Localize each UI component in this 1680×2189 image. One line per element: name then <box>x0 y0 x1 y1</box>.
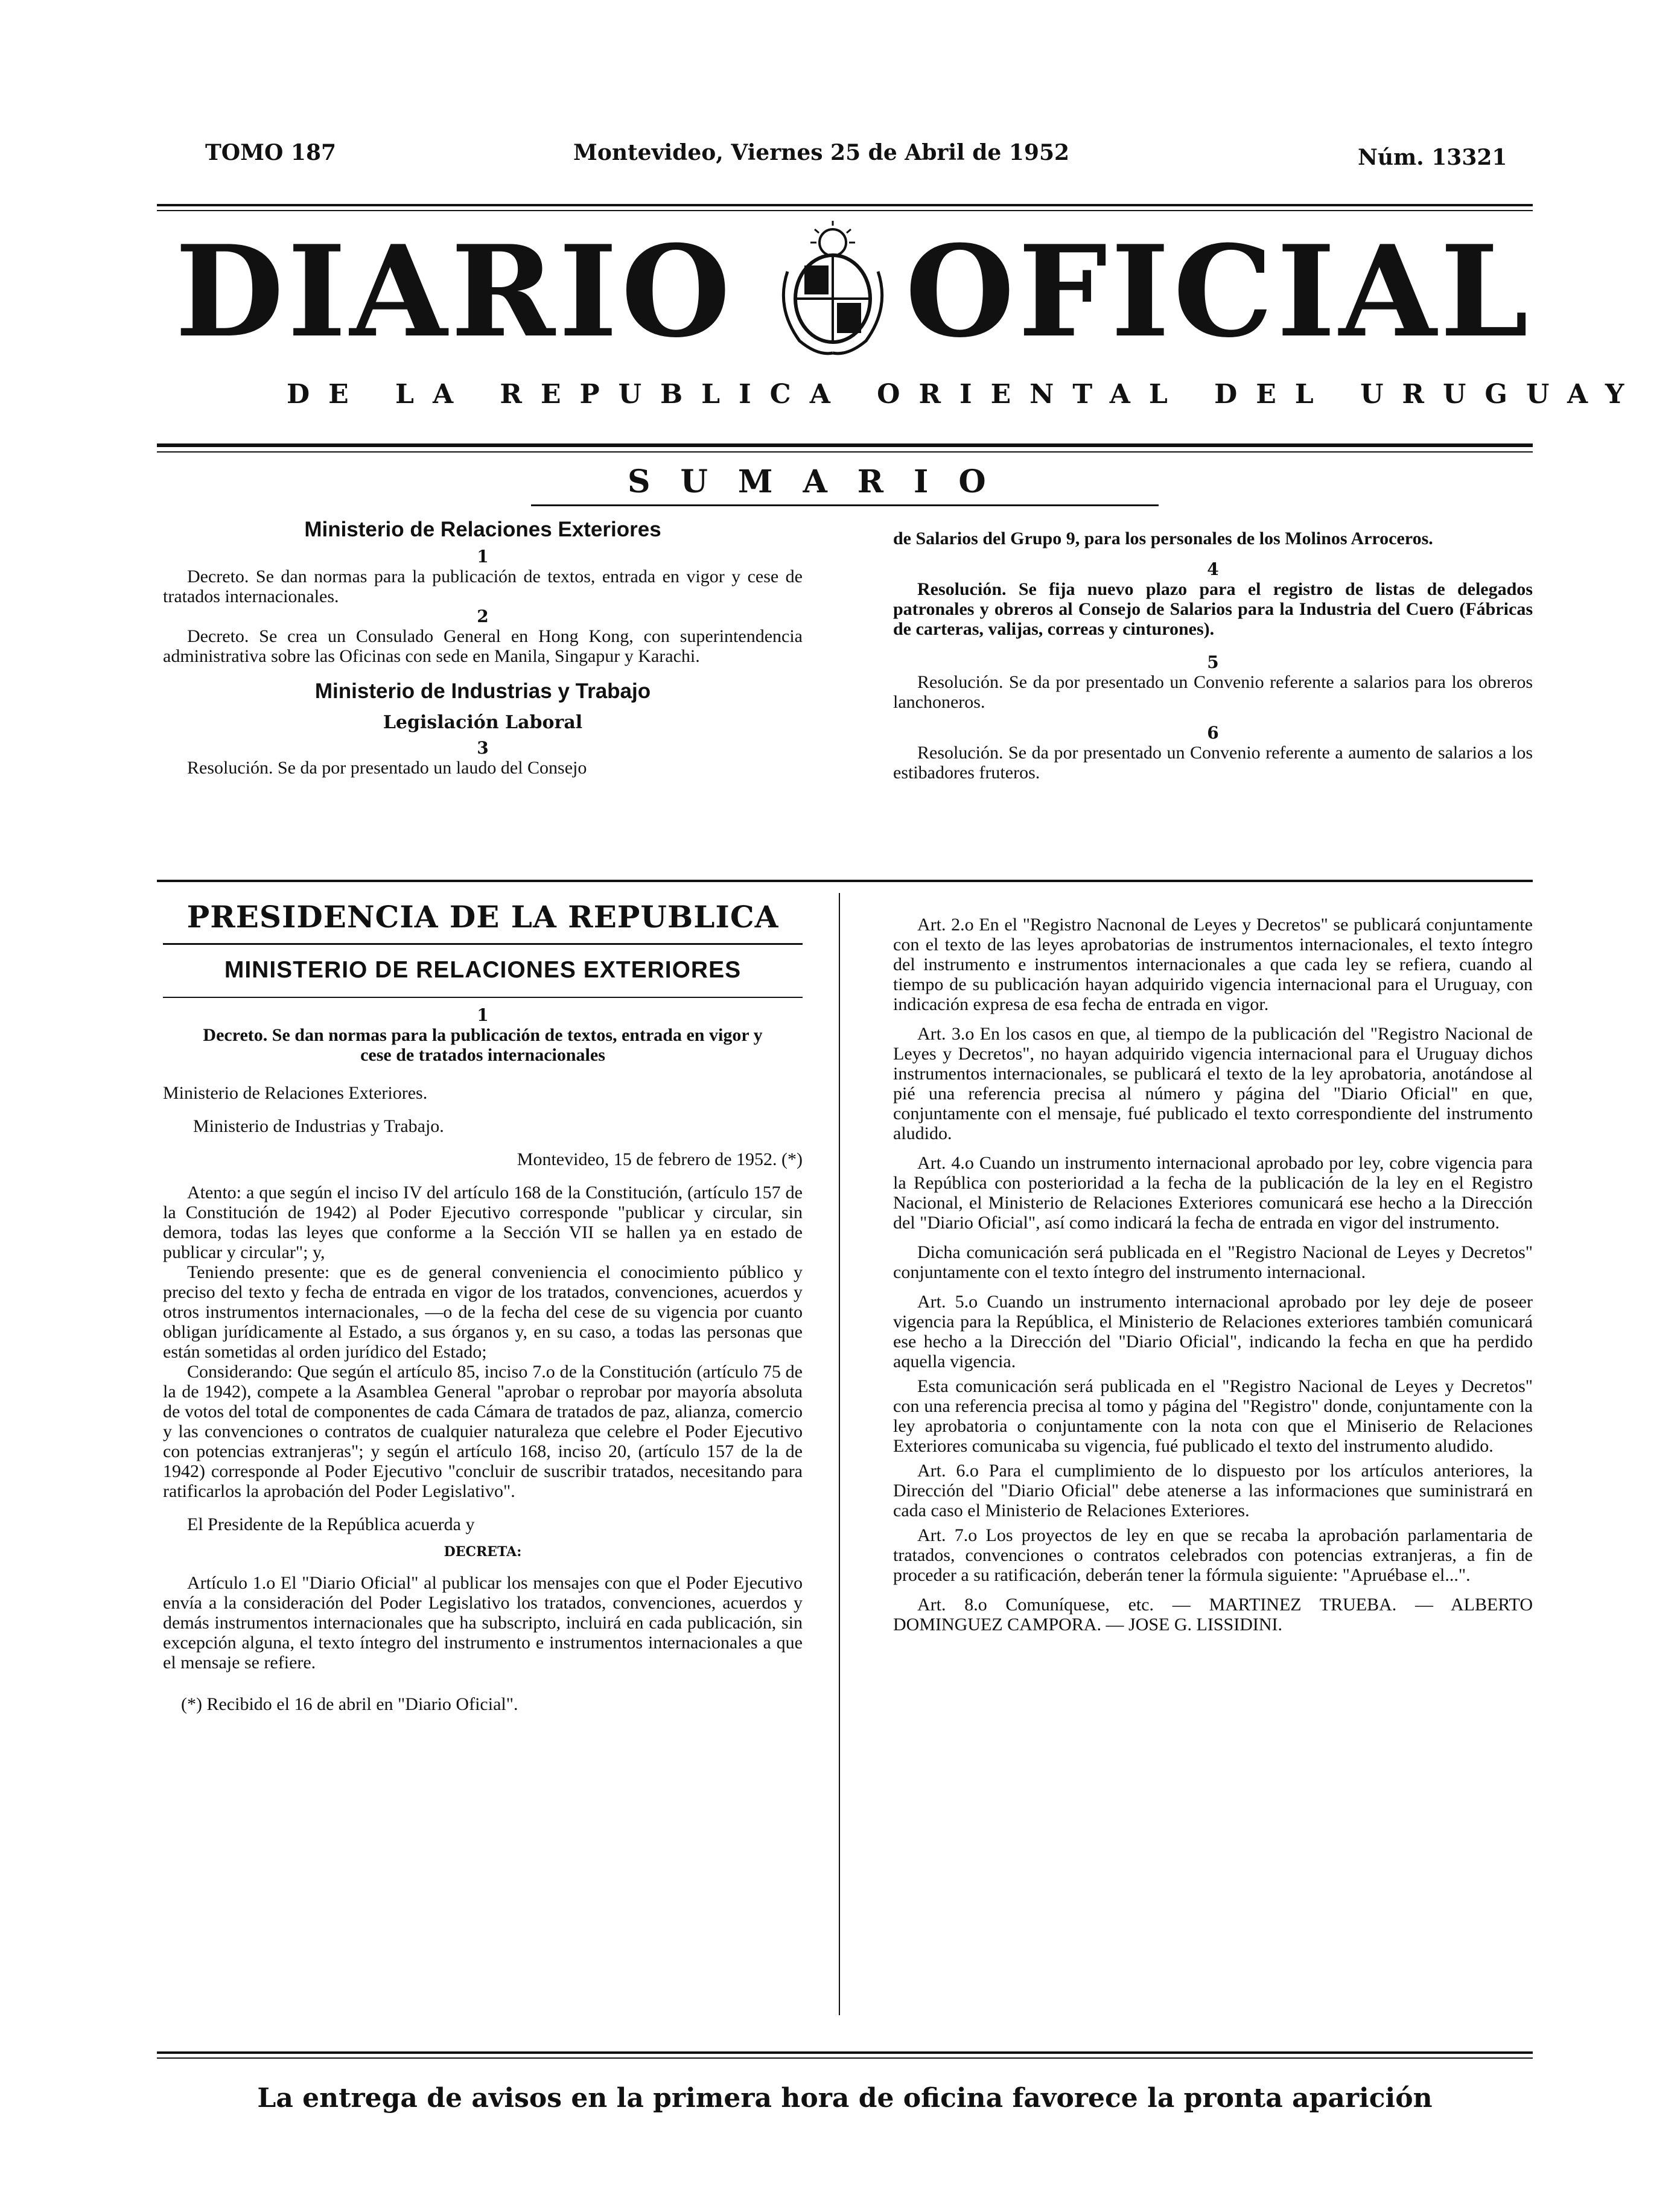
article: Art. 4.o Cuando un instrumento internacional aprobado por ley, cobre vigencia para la República con posterioridad a la fecha de la publicación de la ley en el Registro Nacional, el Ministerio de Relaciones Exteriores comunicará ese hecho a la Dirección del "Diario Oficial", así como indicará la fecha de entrada en vigor del instrumento. <box>893 1153 1533 1233</box>
paragraph: Atento: a que según el inciso IV del artículo 168 de la Constitución, (artículo 157 de la Constitución de 1942) al Poder Ejecutivo corresponde "publicar y circular, sin demora, todas las leyes que conforme a la Sección VII se hallen ya en estado de publicar y circular"; y, <box>163 1183 803 1262</box>
item-number: 1 <box>477 1005 489 1025</box>
subsection-heading: Legislación Laboral <box>383 712 583 733</box>
sumario-item-text: Resolución. Se da por presentado un Convenio referente a aumento de salarios a los estibadores fruteros. <box>893 743 1533 783</box>
sumario-underline <box>531 504 1159 506</box>
sumario-item-text: Resolución. Se da por presentado un laudo del Consejo <box>187 758 587 778</box>
header-rule-thin <box>157 210 1533 211</box>
decree-body <box>163 1573 803 1673</box>
dateline: Montevideo, Viernes 25 de Abril de 1952 <box>573 140 1070 165</box>
article: Art. 6.o Para el cumplimiento de lo dispuesto por los artículos anteriores, la Dirección del "Diario Oficial" debe atenerse a las informaciones que suministrará en cada caso el Ministerio de Relaciones Exteriores. <box>893 1461 1533 1520</box>
sumario-item-text: Resolución. Se da por presentado un Convenio referente a salarios para los obreros lanchoneros. <box>893 672 1533 712</box>
ministerio-rule <box>163 997 803 998</box>
sumario-item <box>893 672 1533 712</box>
masthead-subtitle: DE LA REPUBLICA ORIENTAL DEL URUGUAY <box>287 379 1643 410</box>
coat-of-arms-icon <box>763 217 902 362</box>
item-number: 6 <box>1207 723 1219 743</box>
article: Art. 7.o Los proyectos de ley en que se recaba la aprobación parlamentaria de tratados, convenciones o contratos celebrados con potencias extranjeras, a fin de proceder a su ratificación, deberán tener la fórmula siguiente: "Apruébase el...". <box>893 1525 1533 1585</box>
paragraph: Teniendo presente: que es de general conveniencia el conocimiento público y preciso del texto y fecha de entrada en vigor de los tratados, convenciones, acuerdos y otros instrumentos internacionales, —o de la fecha del cese de su vigencia por cuanto obligan jurídicamente al Estado, a sus órganos y, en su caso, a todas las personas que están sometidas al orden jurídico del Estado; <box>163 1262 803 1362</box>
footer-rule <box>157 2051 1533 2054</box>
sumario-item-text: Resolución. Se fija nuevo plazo para el registro de listas de delegados patronales y obreros al Consejo de Salarios para la Industria del Cuero (Fábricas de carteras, valijas, correas y cinturones). <box>893 579 1533 639</box>
item-number: 5 <box>1207 652 1219 672</box>
decreta-heading: DECRETA: <box>444 1544 522 1560</box>
addressee: Ministerio de Industrias y Trabajo. <box>193 1116 444 1136</box>
masthead-left: DIARIO <box>175 218 734 366</box>
sumario-item <box>163 758 803 778</box>
column-divider <box>839 893 840 2015</box>
presidencia-heading: PRESIDENCIA DE LA REPUBLICA <box>186 899 779 935</box>
body-left-column <box>163 899 803 1714</box>
paragraph: Considerando: Que según el artículo 85, inciso 7.o de la Constitución (artículo 75 de la de 1942), compete a la Asamblea General "aprobar o reprobar por mayoría absoluta de votos del total de componentes de cada Cámara de tratados de paz, alianza, comercio y las convenciones o contratos de cualquier naturaleza que celebre el Poder Ejecutivo con potencias extranjeras"; y según el artículo 168, inciso 20, (artículo 157 de la de 1942) corresponde al Poder Ejecutivo "concluir de suscribir tratados, necesitando para ratificarlos la aprobación del Poder Legislativo". <box>163 1362 803 1501</box>
tomo-label: TOMO 187 <box>205 140 337 165</box>
footnote: (*) Recibido el 16 de abril en "Diario Oficial". <box>181 1694 518 1714</box>
footer-rule-thin <box>157 2057 1533 2059</box>
paragraph: El Presidente de la República acuerda y <box>187 1514 475 1534</box>
masthead-right: OFICIAL <box>905 218 1532 366</box>
issue-number: Núm. 13321 <box>1358 145 1507 170</box>
header-rule <box>157 204 1533 206</box>
sumario-item <box>163 626 803 666</box>
masthead-rule-thin <box>157 451 1533 453</box>
sumario-item <box>893 579 1533 639</box>
section-heading: Ministerio de Industrias y Trabajo <box>314 679 651 703</box>
sumario-right-column <box>893 529 1533 783</box>
article: Art. 3.o En los casos en que, al tiempo de la publicación del "Registro Nacional de Leyes y Decretos", no hayan adquirido vigencia internacional para el Uruguay dichos instrumentos internacionales, se publicará el texto de la ley aprobatoria, anotándose al pié una referencia precisa al número y página del "Diario Oficial" en que, conjuntamente con el mensaje, fué publicado el texto correspondiente del instrumento aludido. <box>893 1024 1533 1143</box>
article: Art. 8.o Comuníquese, etc. — MARTINEZ TRUEBA. — ALBERTO DOMINGUEZ CAMPORA. — JOSE G. LISSIDINI. <box>893 1595 1533 1635</box>
sumario-item <box>893 743 1533 783</box>
sumario-left-column <box>163 518 803 778</box>
ministerio-heading: MINISTERIO DE RELACIONES EXTERIORES <box>224 957 742 983</box>
item-number: 1 <box>477 547 489 567</box>
item-number: 3 <box>477 738 489 758</box>
addressee: Ministerio de Relaciones Exteriores. <box>163 1083 428 1103</box>
article: Art. 5.o Cuando un instrumento internacional aprobado por ley deje de poseer vigencia para la República, el Ministerio de Relaciones exteriores también comunicará ese hecho a la Dirección del "Diario Oficial", indicando la fecha en que ha perdido aquella vigencia. <box>893 1292 1533 1371</box>
sumario-item <box>163 567 803 606</box>
article: Dicha comunicación será publicada en el "Registro Nacional de Leyes y Decretos" conjuntamente con el texto íntegro del instrumento internacional. <box>893 1242 1533 1282</box>
sumario-bottom-rule <box>157 880 1533 882</box>
article: Esta comunicación será publicada en el "Registro Nacional de Leyes y Decretos" con una referencia precisa al tomo y página del "Registro" donde, conjuntamente con la ley aprobatoria o conjuntamente con la nota con que el Miniserio de Relaciones Exteriores comunicaba su vigencia, fué publicado el texto del instrumento aludido. <box>893 1376 1533 1456</box>
item-number: 4 <box>1207 559 1219 579</box>
presidencia-rule <box>163 943 803 945</box>
item-number: 2 <box>477 606 489 626</box>
decree-date: Montevideo, 15 de febrero de 1952. (*) <box>517 1149 803 1169</box>
body-right-column <box>893 915 1533 1644</box>
section-heading: Ministerio de Relaciones Exteriores <box>304 518 661 541</box>
paragraph: Artículo 1.o El "Diario Oficial" al publicar los mensajes con que el Poder Ejecutivo envía a la consideración del Poder Legislativo los tratados, convenciones, acuerdos y demás instrumentos internacionales que ha subscripto, incluirá en cada publicación, sin excepción alguna, el texto íntegro del instrumento e instrumentos internacionales a que el mensaje se refiere. <box>163 1573 803 1673</box>
sumario-item-text: Decreto. Se crea un Consulado General en Hong Kong, con superintendencia administrativa sobre las Oficinas con sede en Manila, Singapur y Karachi. <box>163 626 803 666</box>
sumario-item-text: Decreto. Se dan normas para la publicación de textos, entrada en vigor y cese de tratados internacionales. <box>163 567 803 606</box>
sumario-item <box>893 529 1533 548</box>
footer-notice: La entrega de avisos en la primera hora de oficina favorece la pronta aparición <box>257 2083 1433 2114</box>
article: Art. 2.o En el "Registro Nacnonal de Leyes y Decretos" se publicará conjuntamente con el texto de las leyes aprobatorias de instrumentos internacionales, el texto íntegro del instrumento e instrumentos internacionales a que cada ley se refiera, cuando al tiempo de su publicación hayan adquirido vigencia internacional para el Uruguay, con indicación expresa de esa fecha de entrada en vigor. <box>893 915 1533 1014</box>
decreto-title: Decreto. Se dan normas para la publicación de textos, entrada en vigor y cese de tratados internacionales <box>203 1025 763 1065</box>
sumario-title: SUMARIO <box>628 463 1016 500</box>
masthead-rule <box>157 443 1533 447</box>
decree-body <box>163 1183 803 1534</box>
sumario-item-text: de Salarios del Grupo 9, para los personales de los Molinos Arroceros. <box>893 529 1433 548</box>
